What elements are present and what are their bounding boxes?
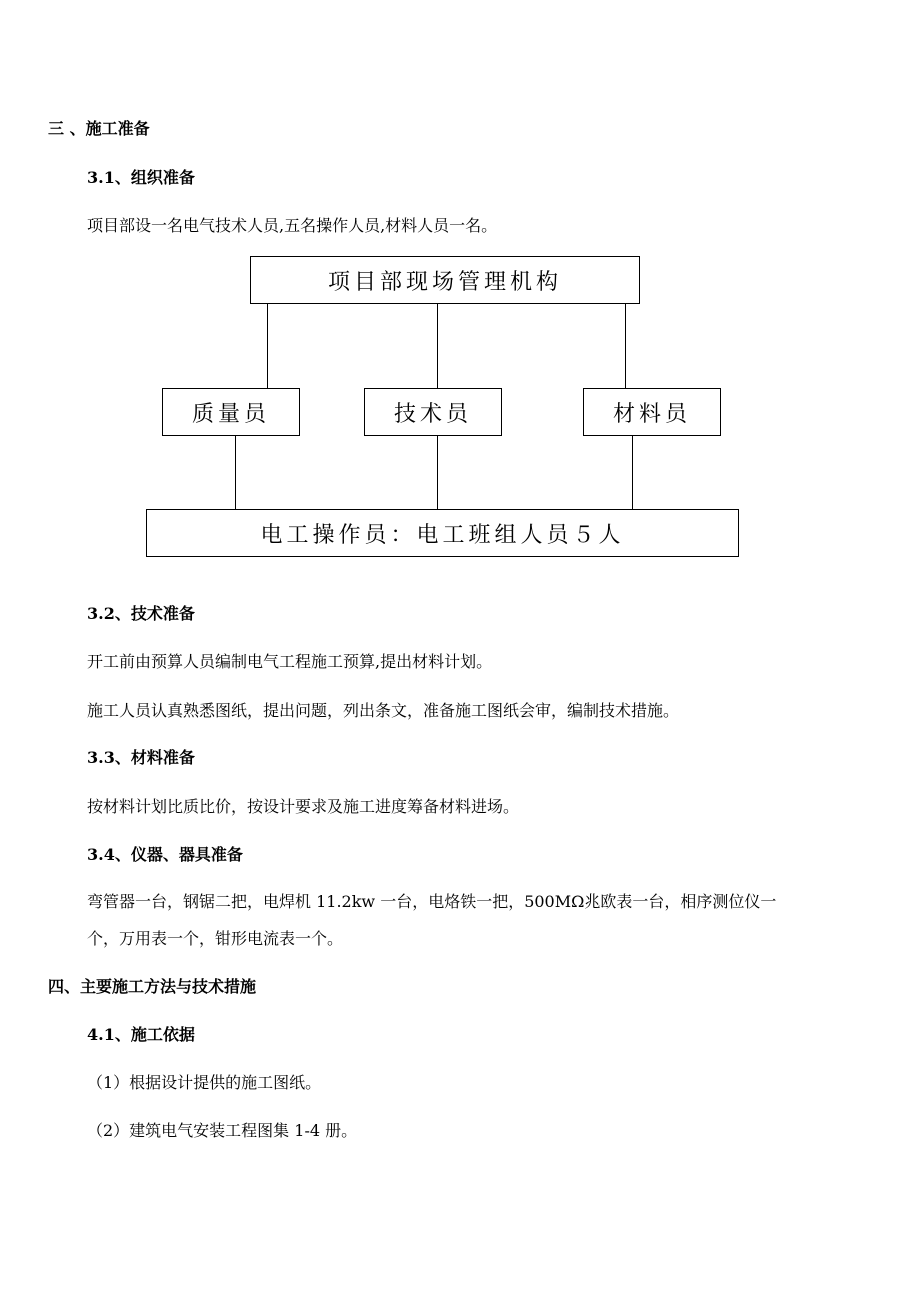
s3-1-text: 项目部设一名电气技术人员,五名操作人员,材料人员一名。: [87, 216, 498, 235]
connector-top-left: [267, 304, 268, 388]
connector-top-right: [625, 304, 626, 388]
connector-top-center: [437, 304, 438, 388]
s3-4-heading: 3.4、仪器、器具准备: [87, 845, 243, 864]
s3-2-heading: 3.2、技术准备: [87, 604, 195, 623]
s4-1-item-2: （2）建筑电气安装工程图集 1-4 册。: [87, 1121, 358, 1140]
s3-3-paragraph-1: 按材料计划比质比价，按设计要求及施工进度筹备材料进场。: [87, 797, 520, 816]
s3-4-paragraph-line-1: 弯管器一台，钢锯二把，电焊机 11.2kw 一台，电烙铁一把，500MΩ兆欧表一台，相序测位仪一: [87, 892, 777, 911]
s4-1-item-1: （1）根据设计提供的施工图纸。: [87, 1073, 322, 1092]
s4-1-heading: 4.1、施工依据: [87, 1025, 195, 1044]
section3-heading: 三 、施工准备: [48, 119, 150, 138]
s3-2-paragraph-1: 开工前由预算人员编制电气工程施工预算,提出材料计划。: [87, 652, 493, 671]
org-materials-box: 材料员: [583, 388, 721, 436]
org-top-box: 项目部现场管理机构: [250, 256, 640, 304]
section4-heading: 四、主要施工方法与技术措施: [48, 977, 257, 996]
s3-1-heading: 3.1、组织准备: [87, 168, 195, 187]
connector-bottom-left: [235, 436, 236, 509]
s3-4-paragraph-line-2: 个，万用表一个，钳形电流表一个。: [87, 929, 344, 948]
connector-bottom-center: [437, 436, 438, 509]
s3-3-heading: 3.3、材料准备: [87, 748, 195, 767]
connector-bottom-right: [632, 436, 633, 509]
org-technician-box: 技术员: [364, 388, 502, 436]
org-quality-box: 质量员: [162, 388, 300, 436]
s3-2-paragraph-2: 施工人员认真熟悉图纸，提出问题，列出条文，准备施工图纸会审，编制技术措施。: [87, 701, 680, 720]
org-bottom-box: 电工操作员：电工班组人员５人: [146, 509, 739, 557]
